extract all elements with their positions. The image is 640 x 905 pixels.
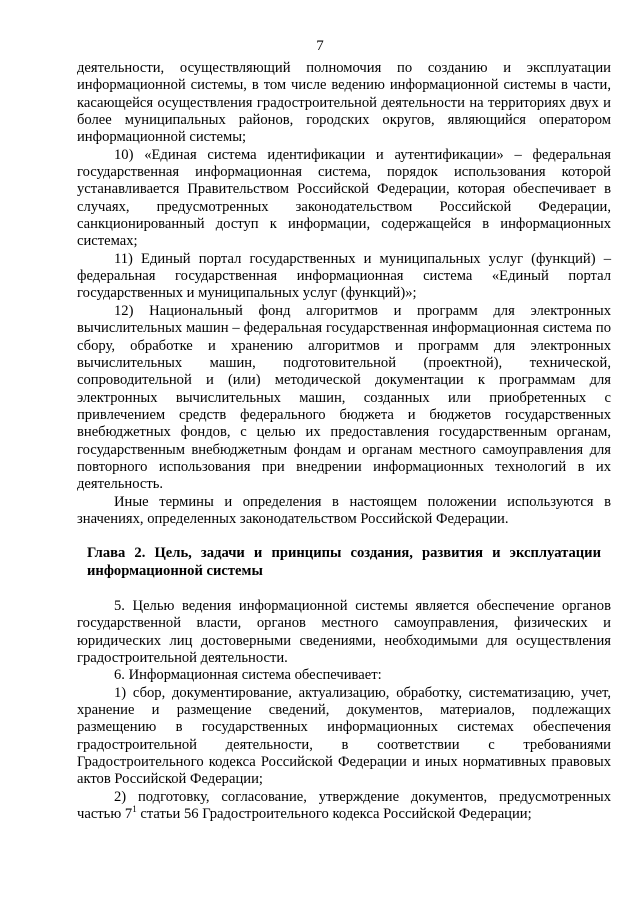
chapter-heading: Глава 2. Цель, задачи и принципы создания, развития и эксплуатации информационной системы [87,545,601,579]
superscript: 1 [132,804,137,815]
spacer [77,580,611,598]
paragraph-subitem-2 [77,789,611,824]
paragraph-subitem-2-text-end: статьи 56 Градостроительного кодекса Российской Федерации; [136,806,532,823]
spacer [77,528,611,545]
paragraph-continuation: деятельности, осуществляющий полномочия по созданию и эксплуатации информационной системы, в том числе ведению информационной системы в части, касающейся осуществления градостроительной деятельности на территориях двух и более муниципальных районов, городских округов, являющийся оператором информационной системы; [77,60,611,146]
paragraph-item-5: 5. Целью ведения информационной системы является обеспечение органов государственной власти, органов местного самоуправления, физических и юридических лиц достоверными сведениями, необходимыми для осуществления градостроительной деятельности. [77,597,611,666]
paragraph-item-11: 11) Единый портал государственных и муниципальных услуг (функций) – федеральная государственная информационная система «Единый портал государственных и муниципальных услуг (функций)»; [77,250,611,302]
paragraph-item-10: 10) «Единая система идентификации и аутентификации» – федеральная государственная информационная система, порядок использования которой устанавливается Правительством Российской Федерации, которая обеспечивает в случаях, предусмотренных законодательством Российской Федерации, санкционированный доступ к информации, содержащейся в информационных системах; [77,146,611,250]
paragraph-item-6: 6. Информационная система обеспечивает: [114,667,382,684]
paragraph-subitem-1: 1) сбор, документирование, актуализацию, обработку, систематизацию, учет, хранение и размещение сведений, документов, материалов, подлежащих размещению в государственных информационных системах обеспечения градостроительной деятельности, в соответствии с требованиями Градостроительного кодекса Российской Федерации и иных нормативных правовых актов Российской Федерации; [77,684,611,788]
page-number: 7 [316,38,324,54]
document-body [77,60,611,823]
paragraph-subitem-2-text-start: 2) подготовку, согласование, утверждение документов, предусмотренных частью 7 [77,788,611,823]
paragraph-other-terms: Иные термины и определения в настоящем положении используются в значениях, определенных законодательством Российской Федерации. [77,493,611,527]
paragraph-item-12: 12) Национальный фонд алгоритмов и программ для электронных вычислительных машин – федеральная государственная информационная система по сбору, обработке и хранению алгоритмов и программ для электронных вычислительных машин, подготовительной (проектной), технической, сопроводительной и (или) методической документации к программам для электронных вычислительных машин, созданных или приобретенных с привлечением средств федерального бюджета и бюджетов государственных внебюджетных фондов, с целью их предоставления государственным органам, государственным внебюджетным фондам и органам местного самоуправления для повторного использования при внедрении информационных технологий в их деятельность. [77,302,611,493]
